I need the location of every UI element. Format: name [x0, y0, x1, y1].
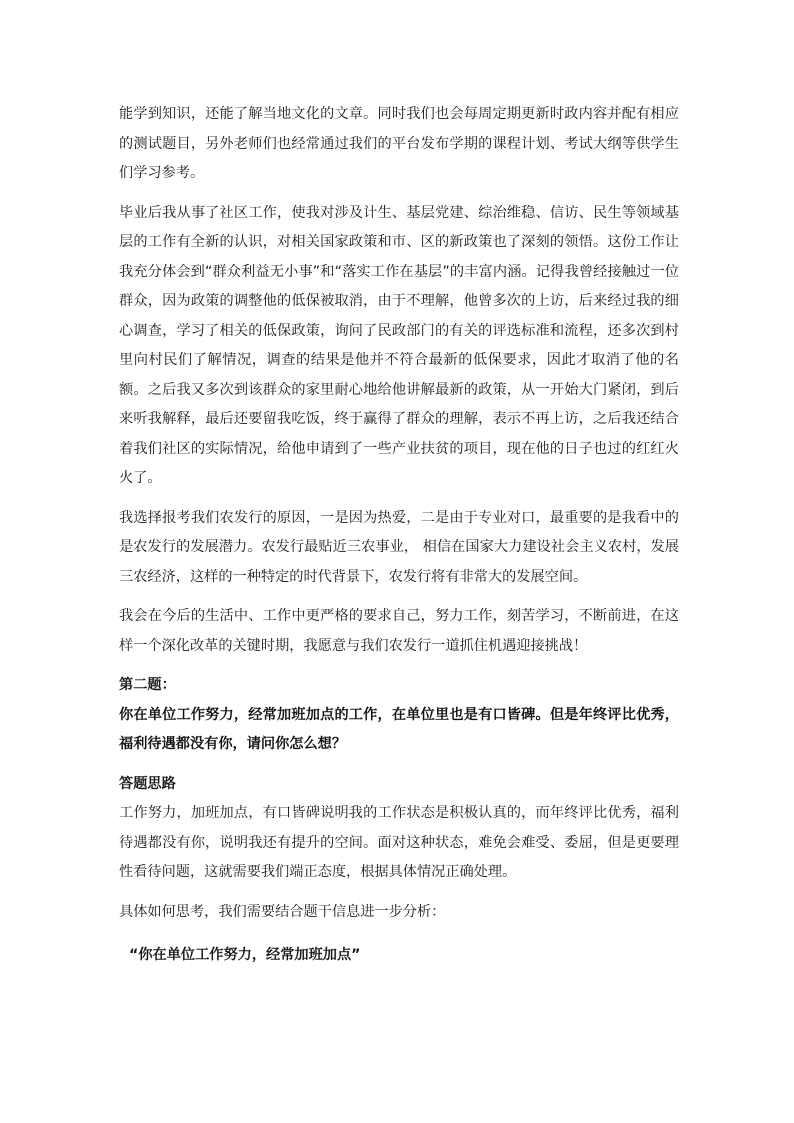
approach-quote: “你在单位工作努力，经常加班加点”: [129, 947, 361, 963]
question-label: 第二题：: [119, 677, 176, 693]
paragraph-commitment: 我会在今后的生活中、工作中更严格的要求自己，努力工作，刻苦学习，不断前进，在这样一个深化改革的关键时期，我愿意与我们农发行一道抓住机遇迎接挑战！: [119, 608, 679, 654]
approach-text: 工作努力，加班加点，有口皆碑说明我的工作状态是积极认真的，而年终评比优秀，福利待遇都没有你，说明我还有提升的空间。面对这种状态，难免会难受、委屈，但是更要理性看待问题，这就需要我们端正态度，根据具体情况正确处理。: [119, 805, 679, 880]
paragraph-reason: 我选择报考我们农发行的原因，一是因为热爱，二是由于专业对口，最重要的是我看中的是农发行的发展潜力。农发行最贴近三农事业， 相信在国家大力建设社会主义农村，发展三农经济，这样的一种特定的时代背景下，农发行将有非常大的发展空间。: [119, 509, 679, 585]
approach-followup: 具体如何思考，我们需要结合题干信息进一步分析：: [119, 903, 446, 920]
paragraph-platform: 能学到知识，还能了解当地文化的文章。同时我们也会每周定期更新时政内容并配有相应的测试题目，另外老师们也经常通过我们的平台发布学期的课程计划、考试大纲等供学生们学习参考。: [119, 106, 679, 181]
question-text: 你在单位工作努力，经常加班加点的工作，在单位里也是有口皆碑。但是年终评比优秀，福利待遇都没有你，请问你怎么想？: [119, 706, 679, 752]
paragraph-community-work: 毕业后我从事了社区工作，使我对涉及计生、基层党建、综治维稳、信访、民生等领域基层的工作有全新的认识，对相关国家政策和市、区的新政策也了深刻的领悟。这份工作让我充分体会到“群众利益无小事”和“落实工作在基层”的丰富内涵。记得我曾经接触过一位群众，因为政策的调整他的低保被取消，由于不理解，他曾多次的上访，后来经过我的细心调查，学习了相关的低保政策，询问了民政部门的有关的评选标准和流程，还多次到村里向村民们了解情况，调查的结果是他并不符合最新的低保要求，因此才取消了他的名额。之后我又多次到该群众的家里耐心地给他讲解最新的政策，从一开始大门紧闭，到后来听我解释，最后还要留我吃饭，终于赢得了群众的理解，表示不再上访，之后我还结合着我们社区的实际情况，给他申请到了一些产业扶贫的项目，现在他的日子也过的红红火火了。: [119, 204, 679, 486]
document-body: [119, 100, 679, 971]
approach-heading: 答题思路: [119, 775, 176, 792]
